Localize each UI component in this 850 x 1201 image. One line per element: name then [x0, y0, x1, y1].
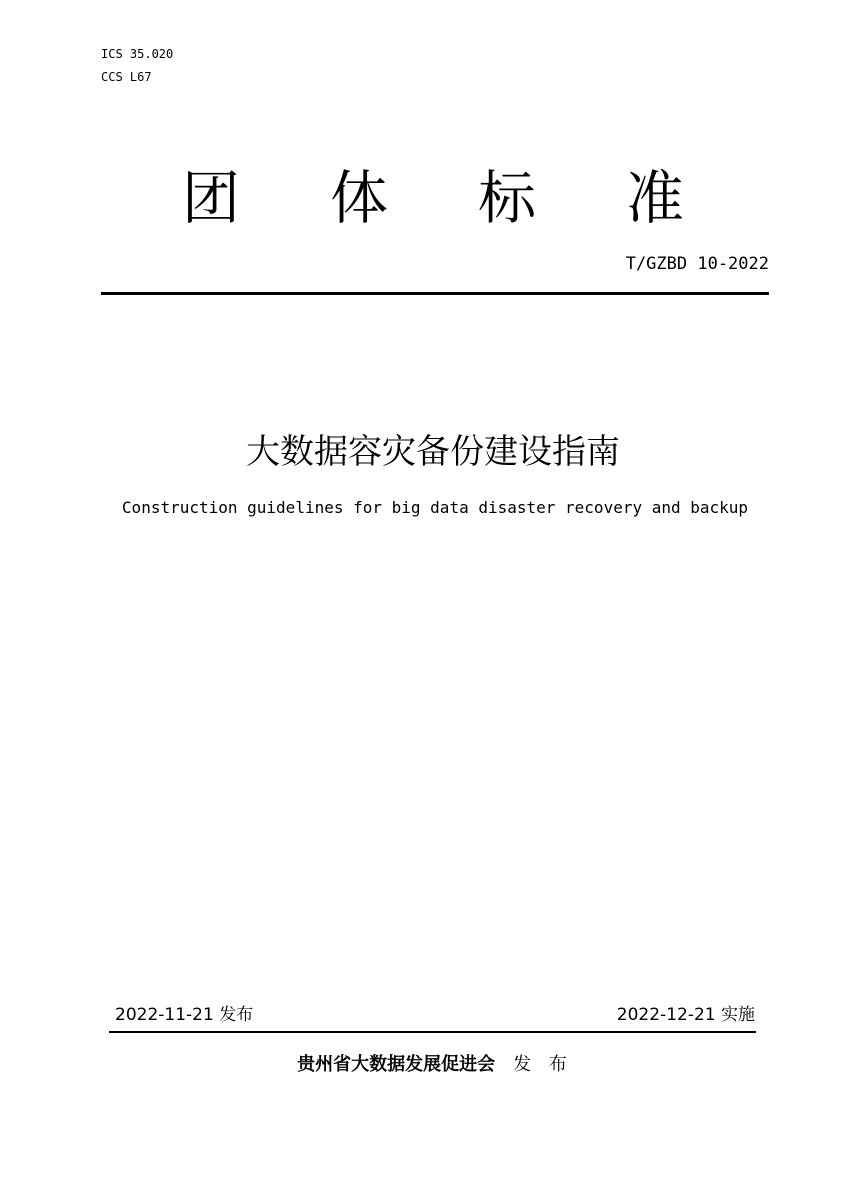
- publisher-action: 发 布: [513, 1054, 573, 1075]
- standard-type-char: 标: [478, 164, 537, 232]
- ccs-code: CCS L67: [101, 70, 152, 84]
- classification-codes: [101, 43, 173, 89]
- standard-type-char: 体: [330, 164, 389, 232]
- bottom-divider: [109, 1031, 756, 1033]
- document-title-english: Construction guidelines for big data disaster recovery and backup: [121, 498, 749, 517]
- publisher-organization: 贵州省大数据发展促进会: [297, 1054, 496, 1075]
- standard-type-heading: [100, 162, 750, 234]
- publisher-line: [0, 1051, 850, 1079]
- standard-type-char: 准: [626, 164, 685, 232]
- implementation-date: 2022-12-21 实施: [616, 1005, 755, 1025]
- top-divider: [101, 292, 769, 295]
- standard-number: T/GZBD 10-2022: [625, 254, 769, 274]
- ics-code: ICS 35.020: [101, 47, 174, 61]
- standard-type-char: 团: [182, 164, 241, 232]
- date-row: [112, 1001, 755, 1029]
- release-date: 2022-11-21 发布: [115, 1005, 254, 1025]
- document-title-chinese: 大数据容灾备份建设指南: [246, 432, 620, 472]
